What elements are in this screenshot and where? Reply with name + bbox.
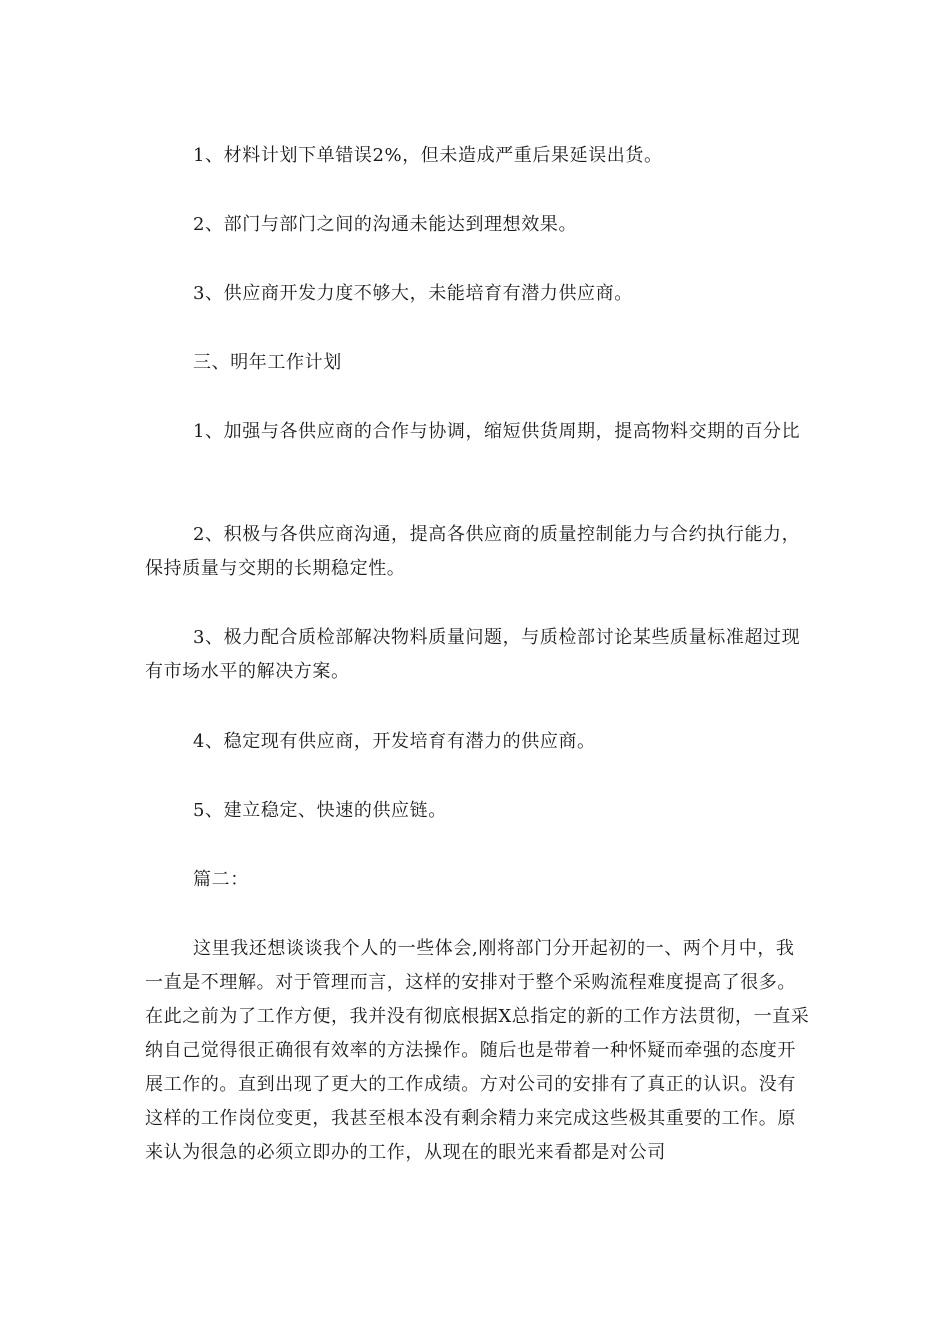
paragraph-item-3: 3、供应商开发力度不够大，未能培育有潜力供应商。 <box>193 283 633 304</box>
paragraph-item-2: 2、部门与部门之间的沟通未能达到理想效果。 <box>193 214 578 235</box>
plan-item-4: 4、稳定现有供应商，开发培育有潜力的供应商。 <box>193 731 596 752</box>
plan-item-3: 3、极力配合质检部解决物料质量问题，与质检部讨论某些质量标准超过现有市场水平的解决方案。 <box>145 627 801 682</box>
section-heading-next-year-plan: 三、明年工作计划 <box>193 352 342 373</box>
section-heading-part-two: 篇二： <box>193 869 249 890</box>
plan-item-1: 1、加强与各供应商的合作与协调，缩短供货周期，提高物料交期的百分比 <box>193 421 801 442</box>
plan-item-2: 2、积极与各供应商沟通，提高各供应商的质量控制能力与合约执行能力，保持质量与交期的长期稳定性。 <box>145 524 801 579</box>
body-paragraph-reflection: 这里我还想谈谈我个人的一些体会,刚将部门分开起初的一、两个月中，我一直是不理解。对于管理而言，这样的安排对于整个采购流程难度提高了很多。在此之前为了工作方便，我并没有彻底根据X总指定的新的工作方法贯彻，一直采纳自己觉得很正确很有效率的方法操作。随后也是带着一种怀疑而牵强的态度开展工作的。直到出现了更大的工作成绩。方对公司的安排有了真正的认识。没有这样的工作岗位变更，我甚至根本没有剩余精力来完成这些极其重要的工作。原来认为很急的必须立即办的工作，从现在的眼光来看都是对公司 <box>145 938 810 1163</box>
paragraph-item-1: 1、材料计划下单错误2%，但未造成严重后果延误出货。 <box>193 145 663 166</box>
plan-item-5: 5、建立稳定、快速的供应链。 <box>193 800 447 821</box>
